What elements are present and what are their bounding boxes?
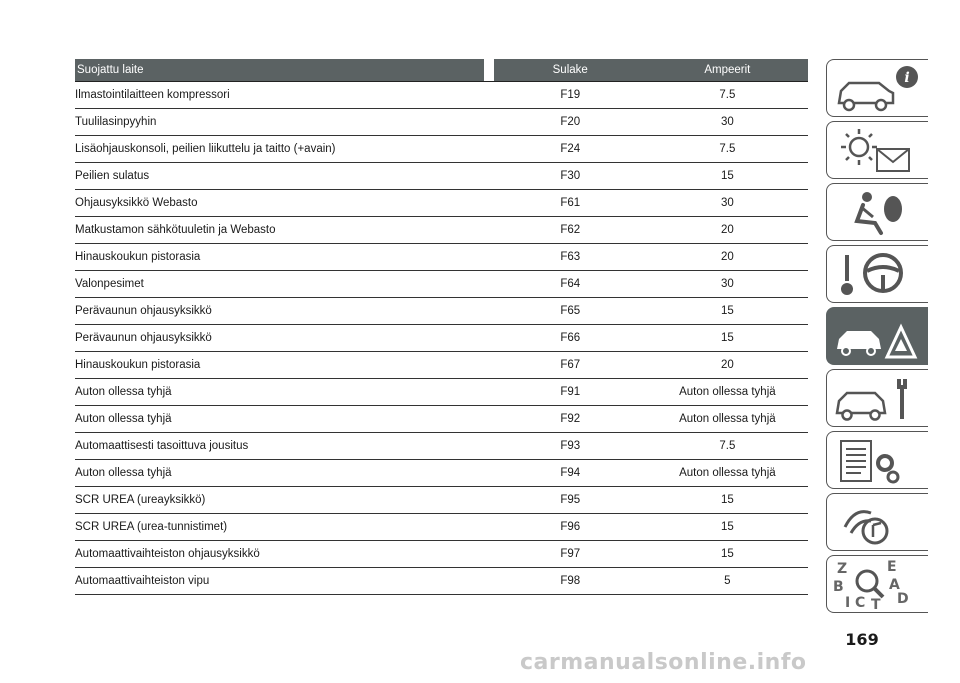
- row-fuse: F30: [494, 163, 647, 190]
- car-wrench-icon: [831, 373, 927, 425]
- index-letter: Z: [837, 561, 848, 577]
- row-fuse: F64: [494, 271, 647, 298]
- row-component: Hinauskoukun pistorasia: [75, 352, 484, 379]
- row-fuse: F20: [494, 109, 647, 136]
- row-amps: 15: [647, 541, 808, 568]
- row-amps: Auton ollessa tyhjä: [647, 406, 808, 433]
- table-row: [75, 514, 808, 541]
- row-amps: 30: [647, 109, 808, 136]
- row-component: Ilmastointilaitteen kompressori: [75, 82, 484, 109]
- row-fuse: F92: [494, 406, 647, 433]
- table-row: [75, 244, 808, 271]
- table-row: [75, 487, 808, 514]
- row-amps: 30: [647, 190, 808, 217]
- index-letter: B: [833, 579, 844, 595]
- row-component: Tuulilasinpyyhin: [75, 109, 484, 136]
- fuse-table: [75, 59, 808, 595]
- row-fuse: F66: [494, 325, 647, 352]
- row-amps: 15: [647, 298, 808, 325]
- row-fuse: F95: [494, 487, 647, 514]
- row-amps: Auton ollessa tyhjä: [647, 379, 808, 406]
- row-fuse: F98: [494, 568, 647, 595]
- row-component: Auton ollessa tyhjä: [75, 379, 484, 406]
- row-component: Auton ollessa tyhjä: [75, 406, 484, 433]
- row-component: Ohjausyksikkö Webasto: [75, 190, 484, 217]
- row-amps: 7.5: [647, 82, 808, 109]
- row-amps: 30: [647, 271, 808, 298]
- index-letter: T: [871, 597, 881, 611]
- table-row: [75, 298, 808, 325]
- specs-gear-icon: [831, 435, 927, 487]
- header-component: Suojattu laite: [75, 59, 484, 82]
- row-component: Valonpesimet: [75, 271, 484, 298]
- table-row: [75, 217, 808, 244]
- row-component: Perävaunun ohjausyksikkö: [75, 325, 484, 352]
- row-fuse: F24: [494, 136, 647, 163]
- row-fuse: F97: [494, 541, 647, 568]
- tab-warning-lights[interactable]: [826, 121, 928, 179]
- table-row: [75, 541, 808, 568]
- row-component: Peilien sulatus: [75, 163, 484, 190]
- row-component: Auton ollessa tyhjä: [75, 460, 484, 487]
- warning-lights-message-icon: [831, 125, 927, 177]
- row-amps: 7.5: [647, 433, 808, 460]
- multimedia-music-icon: [831, 497, 927, 549]
- row-component: Automaattisesti tasoittuva jousitus: [75, 433, 484, 460]
- tab-emergency[interactable]: [826, 307, 928, 365]
- row-amps: 20: [647, 244, 808, 271]
- row-component: Matkustamon sähkötuuletin ja Webasto: [75, 217, 484, 244]
- row-amps: 7.5: [647, 136, 808, 163]
- watermark: carmanualsonline.info: [520, 650, 807, 675]
- tab-car-info[interactable]: [826, 59, 928, 117]
- row-amps: 5: [647, 568, 808, 595]
- table-row: [75, 82, 808, 109]
- row-fuse: F91: [494, 379, 647, 406]
- row-fuse: F61: [494, 190, 647, 217]
- row-fuse: F63: [494, 244, 647, 271]
- index-letter: D: [897, 591, 909, 607]
- row-fuse: F62: [494, 217, 647, 244]
- table-row: [75, 136, 808, 163]
- row-fuse: F65: [494, 298, 647, 325]
- page-number: 169: [845, 630, 879, 649]
- car-info-icon: [831, 63, 927, 115]
- table-row: [75, 190, 808, 217]
- row-component: Automaattivaihteiston vipu: [75, 568, 484, 595]
- alphabetical-index-search-icon: [831, 559, 927, 611]
- row-amps: 20: [647, 217, 808, 244]
- seat-airbag-icon: [831, 187, 927, 239]
- row-amps: 20: [647, 352, 808, 379]
- tab-specifications[interactable]: [826, 431, 928, 489]
- index-letter: E: [887, 559, 897, 575]
- index-letter: C: [855, 595, 866, 611]
- row-component: SCR UREA (ureayksikkö): [75, 487, 484, 514]
- header-fuse: Sulake: [494, 59, 647, 82]
- row-amps: Auton ollessa tyhjä: [647, 460, 808, 487]
- row-fuse: F96: [494, 514, 647, 541]
- index-letter: A: [889, 577, 900, 593]
- table-row: [75, 325, 808, 352]
- table-row: [75, 163, 808, 190]
- index-letter: I: [845, 595, 851, 611]
- row-amps: 15: [647, 325, 808, 352]
- table-row: [75, 406, 808, 433]
- row-component: Perävaunun ohjausyksikkö: [75, 298, 484, 325]
- key-steering-wheel-icon: [831, 249, 927, 301]
- row-fuse: F67: [494, 352, 647, 379]
- table-row: [75, 352, 808, 379]
- table-row: [75, 109, 808, 136]
- row-fuse: F94: [494, 460, 647, 487]
- table-row: [75, 460, 808, 487]
- table-row: [75, 271, 808, 298]
- tab-multimedia[interactable]: [826, 493, 928, 551]
- row-amps: 15: [647, 514, 808, 541]
- tab-safety[interactable]: [826, 183, 928, 241]
- row-fuse: F19: [494, 82, 647, 109]
- row-component: Lisäohjauskonsoli, peilien liikuttelu ja taitto (+avain): [75, 136, 484, 163]
- row-fuse: F93: [494, 433, 647, 460]
- row-component: Hinauskoukun pistorasia: [75, 244, 484, 271]
- tab-starting-driving[interactable]: [826, 245, 928, 303]
- car-breakdown-warning-icon: [831, 311, 927, 363]
- tab-maintenance[interactable]: [826, 369, 928, 427]
- fuse-table-body: [75, 82, 808, 595]
- header-amps: Ampeerit: [647, 59, 808, 82]
- tab-index[interactable]: [826, 555, 928, 613]
- table-header-row: [75, 59, 808, 82]
- row-component: SCR UREA (urea-tunnistimet): [75, 514, 484, 541]
- table-row: [75, 433, 808, 460]
- svg-text:i: i: [904, 70, 910, 86]
- table-row: [75, 568, 808, 595]
- row-component: Automaattivaihteiston ohjausyksikkö: [75, 541, 484, 568]
- table-row: [75, 379, 808, 406]
- row-amps: 15: [647, 163, 808, 190]
- row-amps: 15: [647, 487, 808, 514]
